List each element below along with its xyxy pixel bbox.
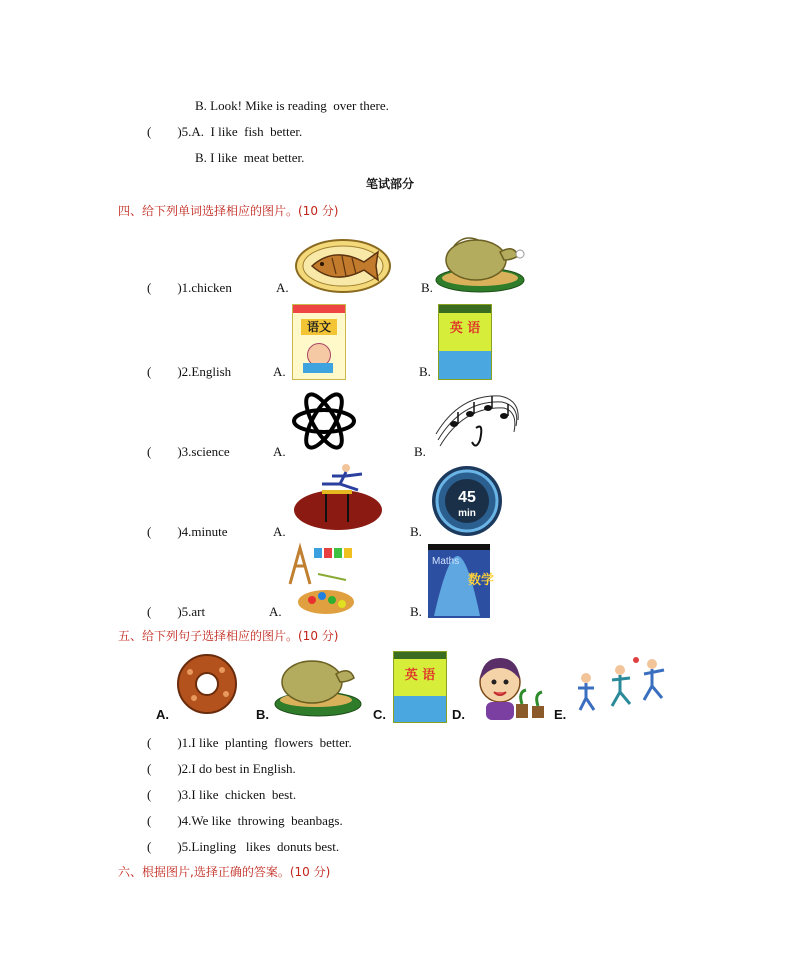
s5-choice-b: B. <box>256 707 269 722</box>
s4-item2-label: ( )2.English <box>147 364 232 379</box>
atom-symbol-image <box>290 386 358 456</box>
fish-plate-image <box>294 238 392 294</box>
section4-heading: 四、给下列单词选择相应的图片。(10 分) <box>118 204 339 218</box>
english-textbook-cover <box>438 304 492 380</box>
donut-image <box>176 652 238 716</box>
children-throwing-beanbags-image <box>572 656 670 716</box>
s4-item2-option-b: B. <box>419 364 431 379</box>
s4-item4-label: ( )4.minute <box>147 524 228 539</box>
s4-item3-label: ( )3.science <box>147 444 230 459</box>
s5-choice-a: A. <box>156 707 169 722</box>
s5-sentence-4: ( )4.We like throwing beanbags. <box>147 813 343 828</box>
stopwatch-number: 45 <box>458 489 476 506</box>
s5-sentence-5: ( )5.Lingling likes donuts best. <box>147 839 340 854</box>
maths-cover-cn: 数学 <box>468 573 495 588</box>
chinese-textbook-cover <box>292 304 346 380</box>
s4-item3-option-b: B. <box>414 444 426 459</box>
stopwatch-unit: min <box>458 508 476 519</box>
s4-item1-label: ( )1.chicken <box>147 280 232 295</box>
written-part-title: 笔试部分 <box>366 177 415 191</box>
english-textbook-title: 英 语 <box>449 321 481 336</box>
chinese-textbook-title: 语文 <box>301 319 337 335</box>
s4-item5-option-b: B. <box>410 604 422 619</box>
section5-heading: 五、给下列句子选择相应的图片。(10 分) <box>118 629 339 643</box>
section6-heading: 六、根据图片,选择正确的答案。(10 分) <box>118 865 331 879</box>
stopwatch-45-min-image <box>430 464 504 538</box>
hurdle-runner-image <box>292 462 384 532</box>
english-textbook-title-2: 英 语 <box>404 668 436 683</box>
s5-sentence-1: ( )1.I like planting flowers better. <box>147 735 352 750</box>
prev-question-option-b: B. Look! Mike is reading over there. <box>195 98 389 113</box>
english-textbook-cover-2 <box>393 651 447 723</box>
roast-chicken-image <box>434 230 526 294</box>
s5-choice-e: E. <box>554 707 567 722</box>
girl-planting-flowers-image <box>472 652 552 722</box>
maths-cover-en: Maths <box>432 556 460 567</box>
s4-item3-option-a: A. <box>273 444 286 459</box>
maths-textbook-cover <box>428 544 495 618</box>
s4-item1-option-a: A. <box>276 280 289 295</box>
s5-sentence-2: ( )2.I do best in English. <box>147 761 296 776</box>
s4-item1-option-b: B. <box>421 280 433 295</box>
s4-item4-option-a: A. <box>273 524 286 539</box>
q5-option-a: ( )5.A. I like fish better. <box>147 124 303 139</box>
q5-option-b: B. I like meat better. <box>195 150 305 165</box>
s5-choice-c: C. <box>373 707 386 722</box>
art-supplies-image <box>286 544 356 616</box>
s4-item2-option-a: A. <box>273 364 286 379</box>
s4-item5-label: ( )5.art <box>147 604 206 619</box>
roast-chicken-image-2 <box>272 652 362 718</box>
music-notes-image <box>430 384 524 456</box>
s5-sentence-3: ( )3.I like chicken best. <box>147 787 297 802</box>
s4-item5-option-a: A. <box>269 604 282 619</box>
s5-choice-d: D. <box>452 707 465 722</box>
s4-item4-option-b: B. <box>410 524 422 539</box>
